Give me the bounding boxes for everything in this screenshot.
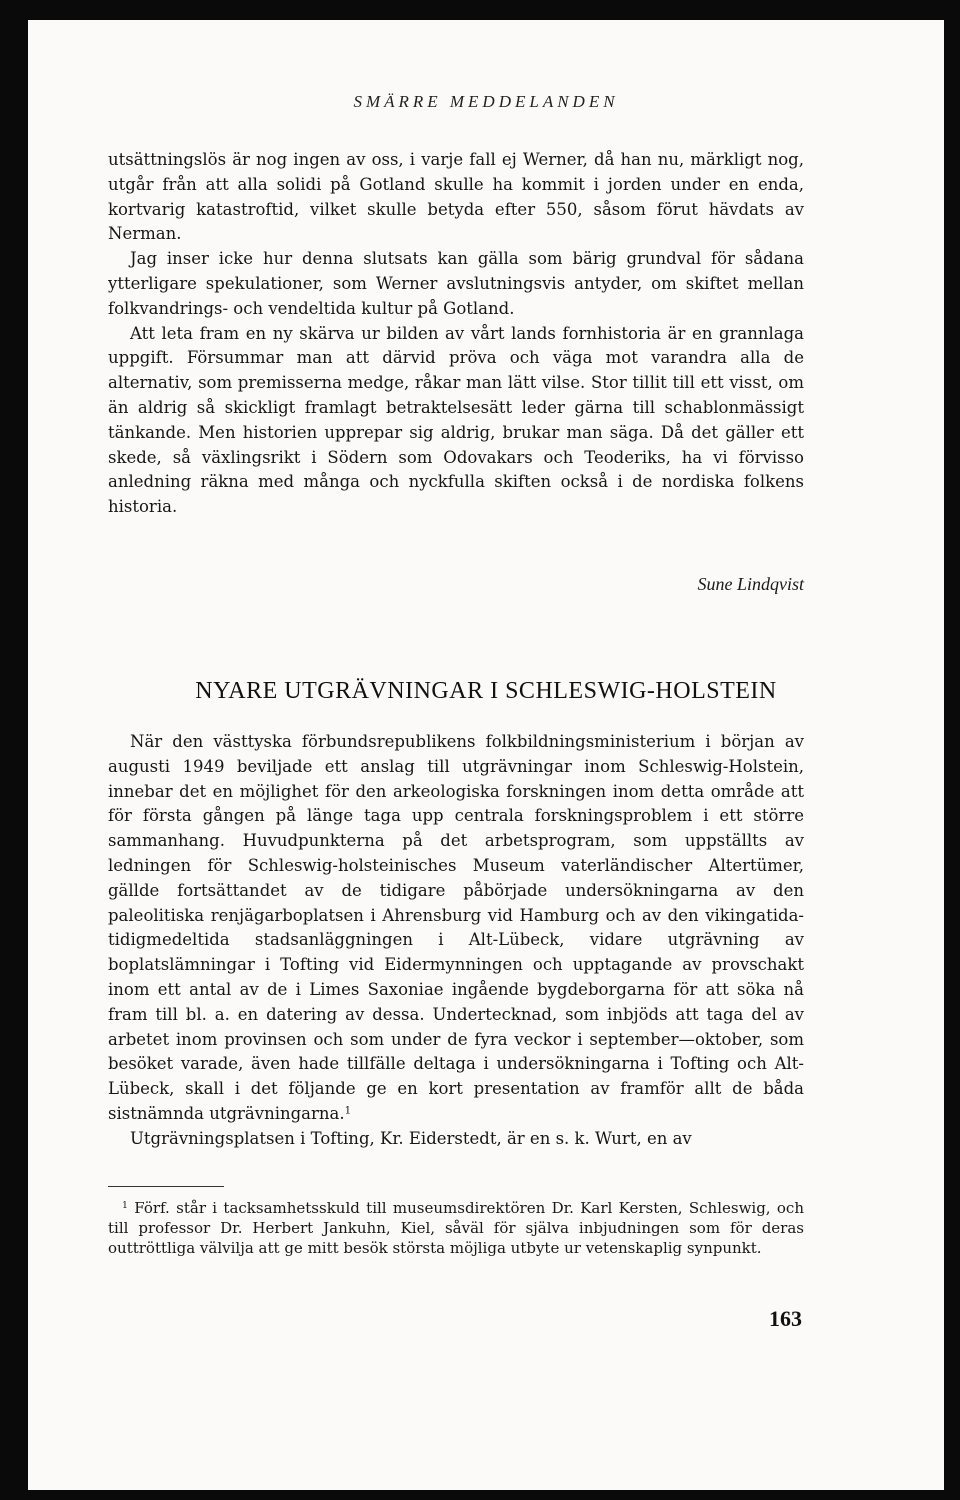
footnote-text: Förf. står i tacksamhetsskuld till museumsdirektören Dr. Karl Kersten, Schleswig, och till professor Dr. Herbert Jankuhn, Kiel, såväl för själva inbjudningen som för deras outtröttliga välvilja att ge mitt besök största möjliga utbyte ur vetenskaplig synpunkt. xyxy=(108,1199,804,1257)
document-page xyxy=(28,20,944,1490)
author-signature: Sune Lindqvist xyxy=(697,574,804,594)
footnote-rule xyxy=(108,1186,224,1187)
paragraph: Utgrävningsplatsen i Tofting, Kr. Eiderstedt, är en s. k. Wurt, en av xyxy=(130,1128,692,1148)
paragraph: utsättningslös är nog ingen av oss, i varje fall ej Werner, då han nu, märkligt nog, utgår från att alla solidi på Gotland skulle ha kommit i jorden under en enda, kortvarig katastroftid, vilket skulle betyda efter 550, såsom förut hävdats av Nerman. xyxy=(108,150,804,244)
section2-text xyxy=(108,730,804,1152)
page-number: 163 xyxy=(769,1306,802,1331)
section1-text xyxy=(108,148,804,520)
article-heading: NYARE UTGRÄVNINGAR I SCHLESWIG-HOLSTEIN xyxy=(195,678,777,704)
footnote-marker: 1 xyxy=(122,1199,128,1211)
footnote xyxy=(108,1198,804,1258)
footnote-reference: 1 xyxy=(344,1105,352,1117)
paragraph-text: När den västtyska förbundsrepublikens folkbildningsministerium i början av augusti 1949 beviljade ett anslag till utgrävningar inom Schleswig-Holstein, innebar det en möjlighet för den arkeologiska forskningen inom detta område att för första gången på länge taga upp centrala forskningsproblem i ett större sammanhang. Huvudpunkterna på det arbetsprogram, som uppställts av ledningen för Schleswig-holsteinisches Museum vaterländischer Altertümer, gällde fortsättandet av de tidigare påbörjade undersökningarna av den paleolitiska renjägarboplatsen i Ahrensburg vid Hamburg och av den vikingatida-tidigmedeltida stadsanläggningen i Alt-Lübeck, vidare utgrävning av boplatslämningar i Tofting vid Eidermynningen och upptagande av provschakt inom ett antal av de i Limes Saxoniae ingående bygdeborgarna för att söka nå fram till bl. a. en datering av dessa. Undertecknad, som inbjöds att taga del av arbetet inom provinsen och som under de fyra veckor i september—oktober, som besöket varade, även hade tillfälle deltaga i undersökningarna i Tofting och Alt-Lübeck, skall i det följande ge en kort presentation av framför allt de båda sistnämnda utgrävningarna. xyxy=(108,732,804,1123)
paragraph: Jag inser icke hur denna slutsats kan gälla som bärig grundval för sådana ytterligare spekulationer, som Werner avslutningsvis antyder, om skiftet mellan folkvandrings- och vendeltida kultur på Gotland. xyxy=(108,249,804,318)
paragraph: Att leta fram en ny skärva ur bilden av vårt lands fornhistoria är en grannlaga uppgift. Försummar man att därvid pröva och väga mot varandra alla de alternativ, som premisserna medge, råkar man lätt vilse. Stor tillit till ett visst, om än aldrig så skickligt framlagt betraktelsesätt leder gärna till schablonmässigt tänkande. Men historien upprepar sig aldrig, brukar man säga. Då det gäller ett skede, så växlingsrikt i Södern som Odovakars och Teoderiks, ha vi förvisso anledning räkna med många och nyckfulla skiften också i de nordiska folkens historia. xyxy=(108,323,804,517)
running-head: SMÄRRE MEDDELANDEN xyxy=(353,92,619,111)
paragraph xyxy=(108,730,804,1127)
